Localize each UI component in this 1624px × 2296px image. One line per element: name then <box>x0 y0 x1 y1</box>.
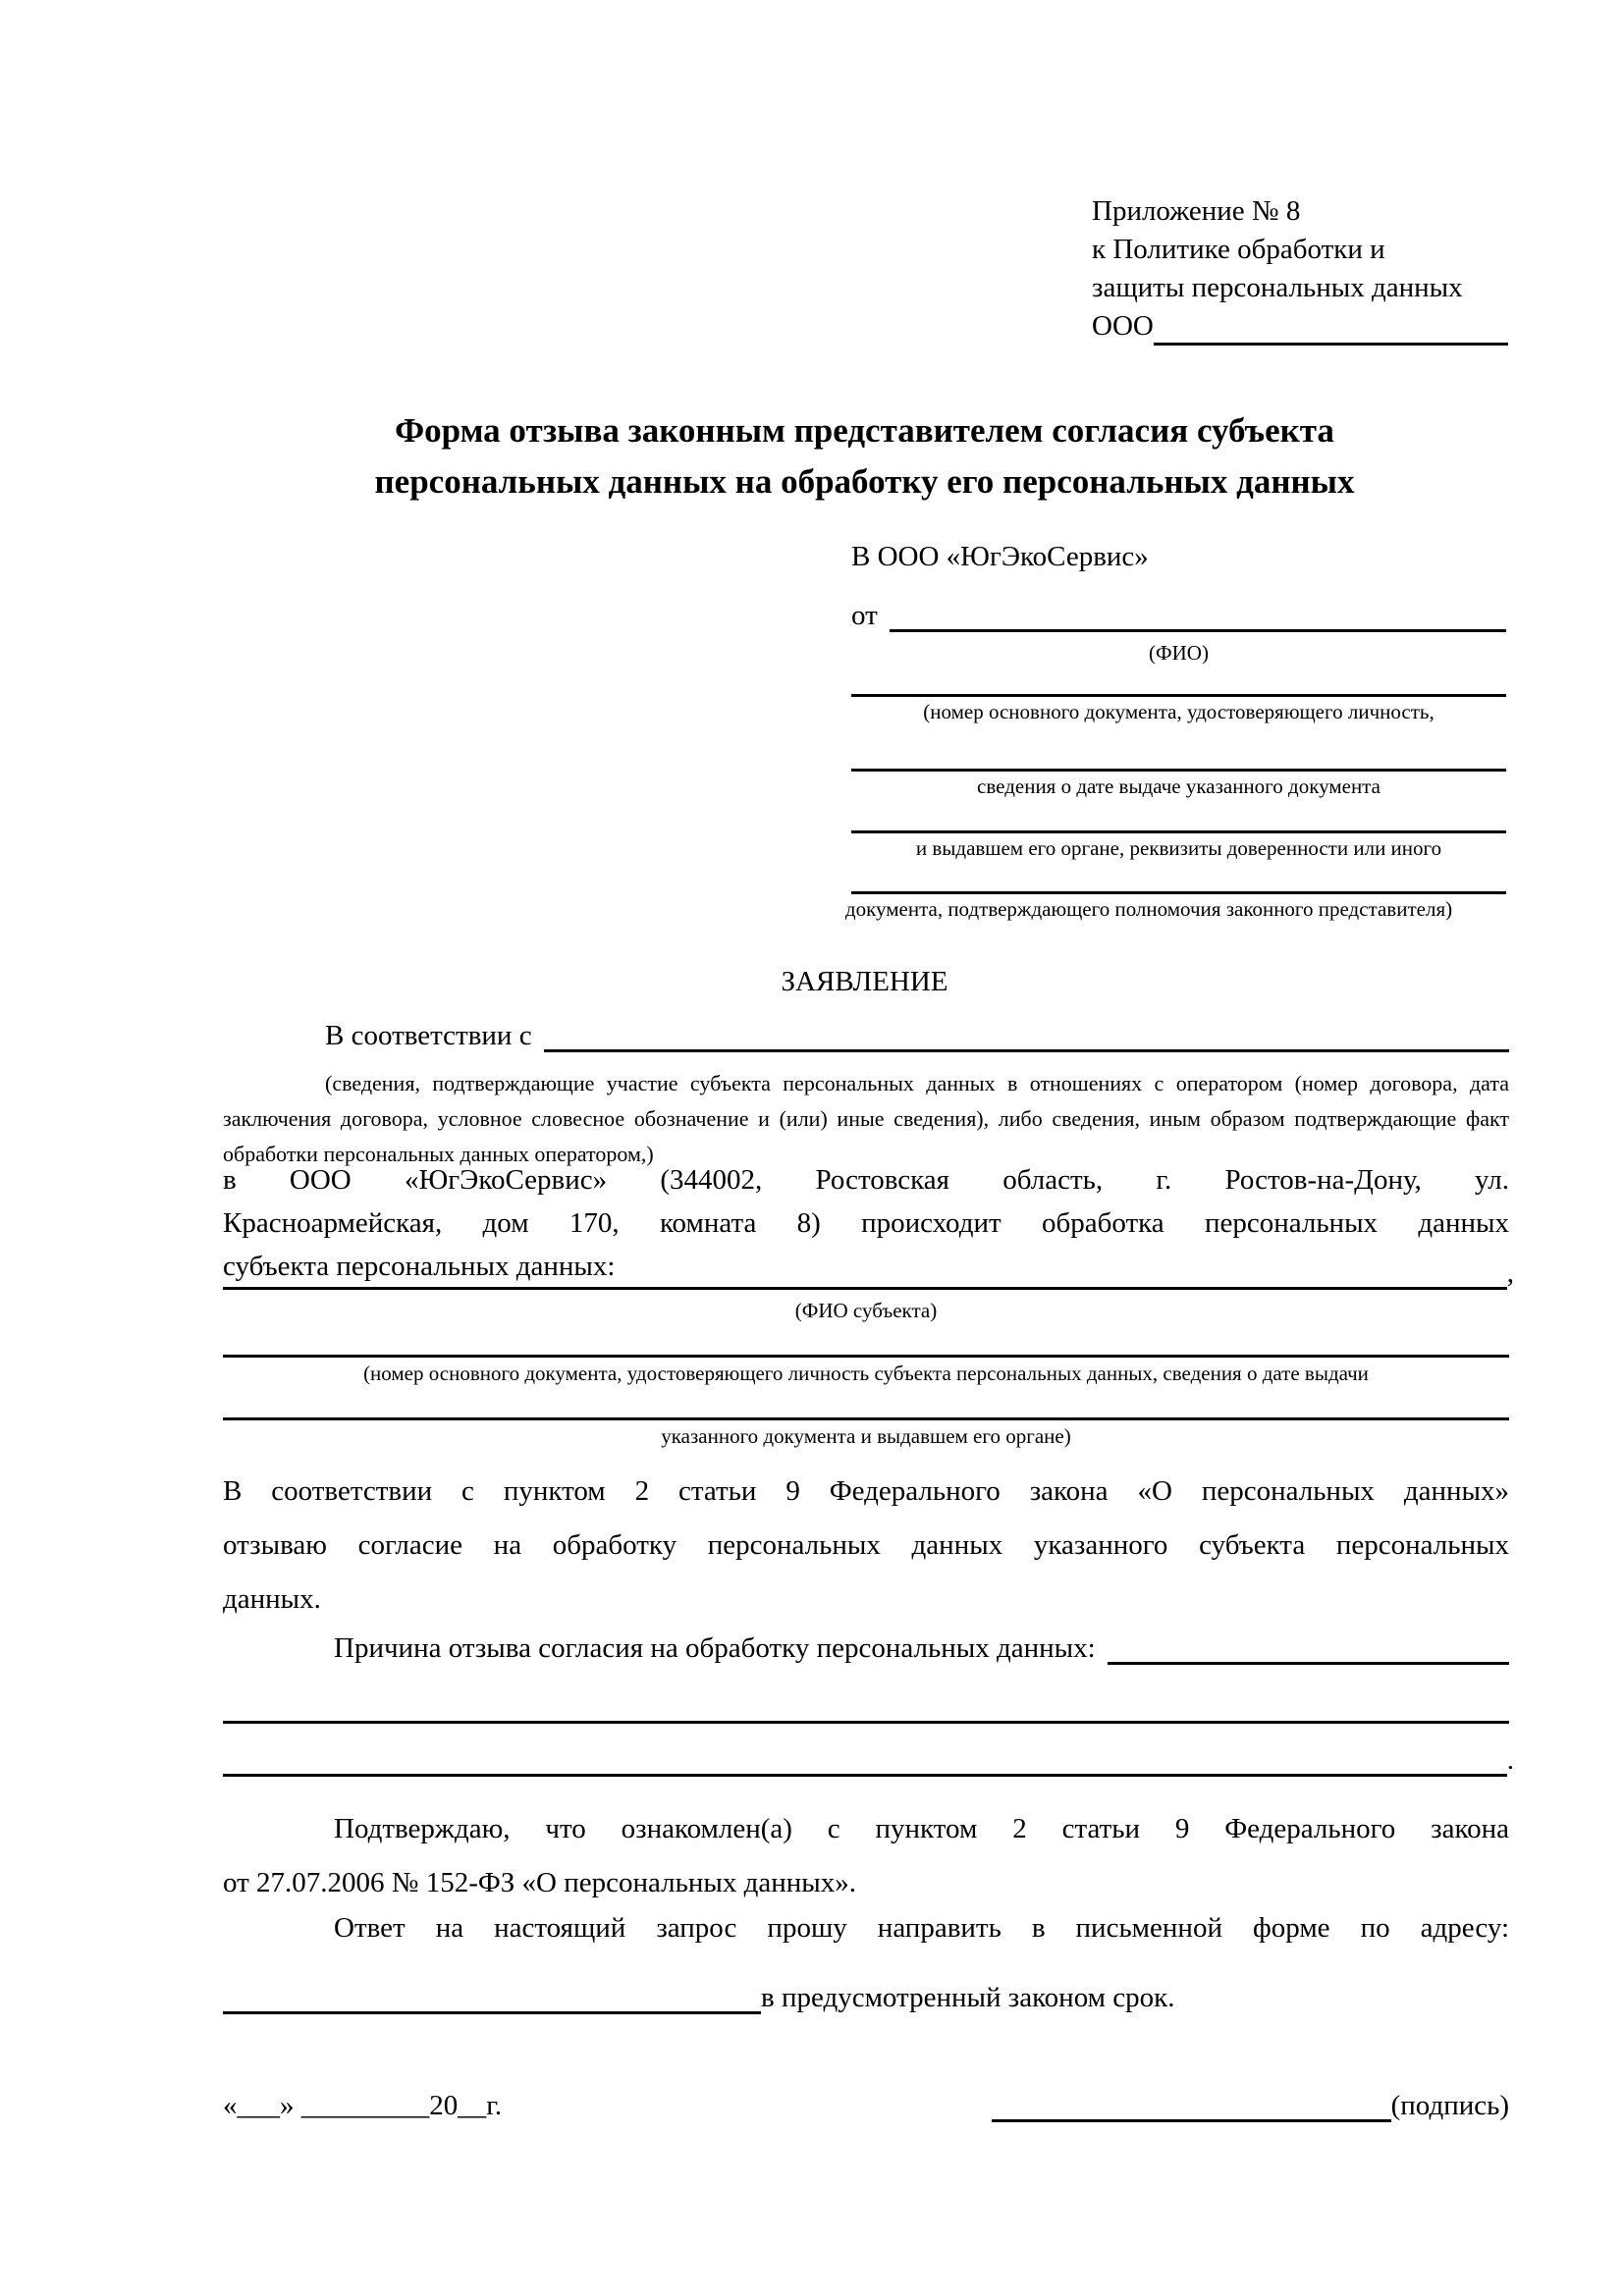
accordance-footnote-line-1: (сведения, подтверждающие участие субъекта персональных данных в отношениях с оператором (номер договора, дата <box>325 1071 1509 1095</box>
withdrawal-paragraph-line-3: данных. <box>223 1583 321 1615</box>
operator-paragraph-line-3: субъекта персональных данных: <box>223 1251 616 1282</box>
accordance-footnote-line-2: заключения договора, условное словесное обозначение и (или) иные сведения), либо сведения, иным образом подтверждающие факт <box>223 1106 1509 1131</box>
confirmation-paragraph-line-1: Подтверждаю, что ознакомлен(а) с пунктом 2 статьи 9 Федерального закона <box>334 1813 1509 1844</box>
document-title-line-2: персональных данных на обработку его персональных данных <box>374 462 1355 501</box>
appendix-note-line-1: Приложение № 8 <box>1092 195 1301 227</box>
withdrawal-paragraph-line-2: отзываю согласие на обработку персональных данных указанного субъекта персональных <box>223 1529 1509 1561</box>
document-title-line-1: Форма отзыва законным представителем согласия субъекта <box>395 411 1334 450</box>
statement-heading: ЗАЯВЛЕНИЕ <box>781 966 948 997</box>
confirmation-paragraph-line-2: от 27.07.2006 № 152-ФЗ «О персональных данных». <box>223 1867 857 1898</box>
appendix-ooo-label: ООО <box>1092 310 1154 342</box>
operator-paragraph-line-1: в ООО «ЮгЭкоСервис» (344002, Ростовская область, г. Ростов-на-Дону, ул. <box>223 1164 1509 1196</box>
date-field: «___» _________20__г. <box>223 2090 503 2121</box>
subject-doc-caption-2: указанного документа и выдавшем его органе) <box>661 1424 1071 1448</box>
representative-doc-line-4 <box>851 891 1506 894</box>
reason-blank-line <box>1108 1662 1509 1665</box>
from-label: от <box>851 600 878 631</box>
representative-doc-caption-1: (номер основного документа, удостоверяющего личность, <box>923 700 1435 723</box>
subject-doc-line-1 <box>223 1355 1509 1358</box>
representative-doc-line-2 <box>851 769 1506 772</box>
subject-doc-caption-1: (номер основного документа, удостоверяющего личность субъекта персональных данных, сведения о дате выдачи <box>363 1362 1369 1385</box>
representative-doc-line-3 <box>851 830 1506 833</box>
subject-fio-row <box>223 1256 1514 1290</box>
accordance-label: В соответствии с <box>325 1020 532 1051</box>
subject-fio-caption: (ФИО субъекта) <box>794 1299 938 1322</box>
appendix-note-line-2: к Политике обработки и <box>1092 234 1385 265</box>
reason-row <box>223 1629 1509 1665</box>
reason-line-period: . <box>1506 1744 1514 1776</box>
recipient-organization: В ООО «ЮгЭкоСервис» <box>851 541 1149 572</box>
document-title <box>223 405 1506 507</box>
subject-fio-blank-line <box>223 1287 1507 1290</box>
response-label: Ответ на настоящий запрос прошу направить в письменной форме по адресу: <box>334 1912 1509 1944</box>
operator-paragraph-line-2: Красноармейская, дом 170, комната 8) происходит обработка персональных данных <box>223 1207 1509 1239</box>
reason-label: Причина отзыва согласия на обработку персональных данных: <box>334 1632 1096 1664</box>
reason-writing-line-2-row <box>223 1743 1514 1777</box>
appendix-note <box>1092 192 1508 346</box>
representative-doc-caption-4: документа, подтверждающего полномочия законного представителя) <box>844 897 1453 921</box>
from-blank-line <box>890 629 1506 632</box>
response-address-blank-line <box>223 2011 761 2014</box>
withdrawal-paragraph <box>223 1465 1509 1627</box>
from-fio-caption: (ФИО) <box>1149 641 1209 665</box>
response-address-row <box>223 1979 1509 2014</box>
withdrawal-paragraph-line-1: В соответствии с пунктом 2 статьи 9 Федерального закона «О персональных данных» <box>223 1475 1509 1507</box>
from-field-row <box>851 597 1506 632</box>
appendix-ooo-row <box>1092 307 1508 346</box>
subject-fio-comma: , <box>1506 1257 1514 1289</box>
appendix-note-line-3: защиты персональных данных <box>1092 272 1463 303</box>
signature-caption: (подпись) <box>1390 2090 1509 2121</box>
confirmation-paragraph <box>223 1802 1509 1910</box>
accordance-blank-line <box>544 1049 1509 1052</box>
accordance-row <box>223 1019 1509 1052</box>
representative-doc-line-1 <box>851 694 1506 697</box>
reason-writing-line-2 <box>223 1774 1507 1777</box>
footer-row <box>223 2087 1509 2122</box>
response-suffix: в предусмотренный законом срок. <box>761 1982 1175 2013</box>
appendix-ooo-blank-line <box>1154 343 1508 346</box>
representative-doc-caption-3: и выдавшем его органе, реквизиты доверенности или иного <box>915 836 1442 860</box>
accordance-footnote <box>223 1066 1509 1172</box>
reason-writing-line-1 <box>223 1721 1509 1724</box>
subject-doc-line-2 <box>223 1417 1509 1420</box>
representative-doc-caption-2: сведения о дате выдаче указанного документа <box>977 774 1380 798</box>
signature-group <box>992 2087 1509 2122</box>
accordance-footnote-line-3: обработки персональных данных оператором,) <box>223 1142 654 1166</box>
signature-blank-line <box>992 2119 1391 2122</box>
